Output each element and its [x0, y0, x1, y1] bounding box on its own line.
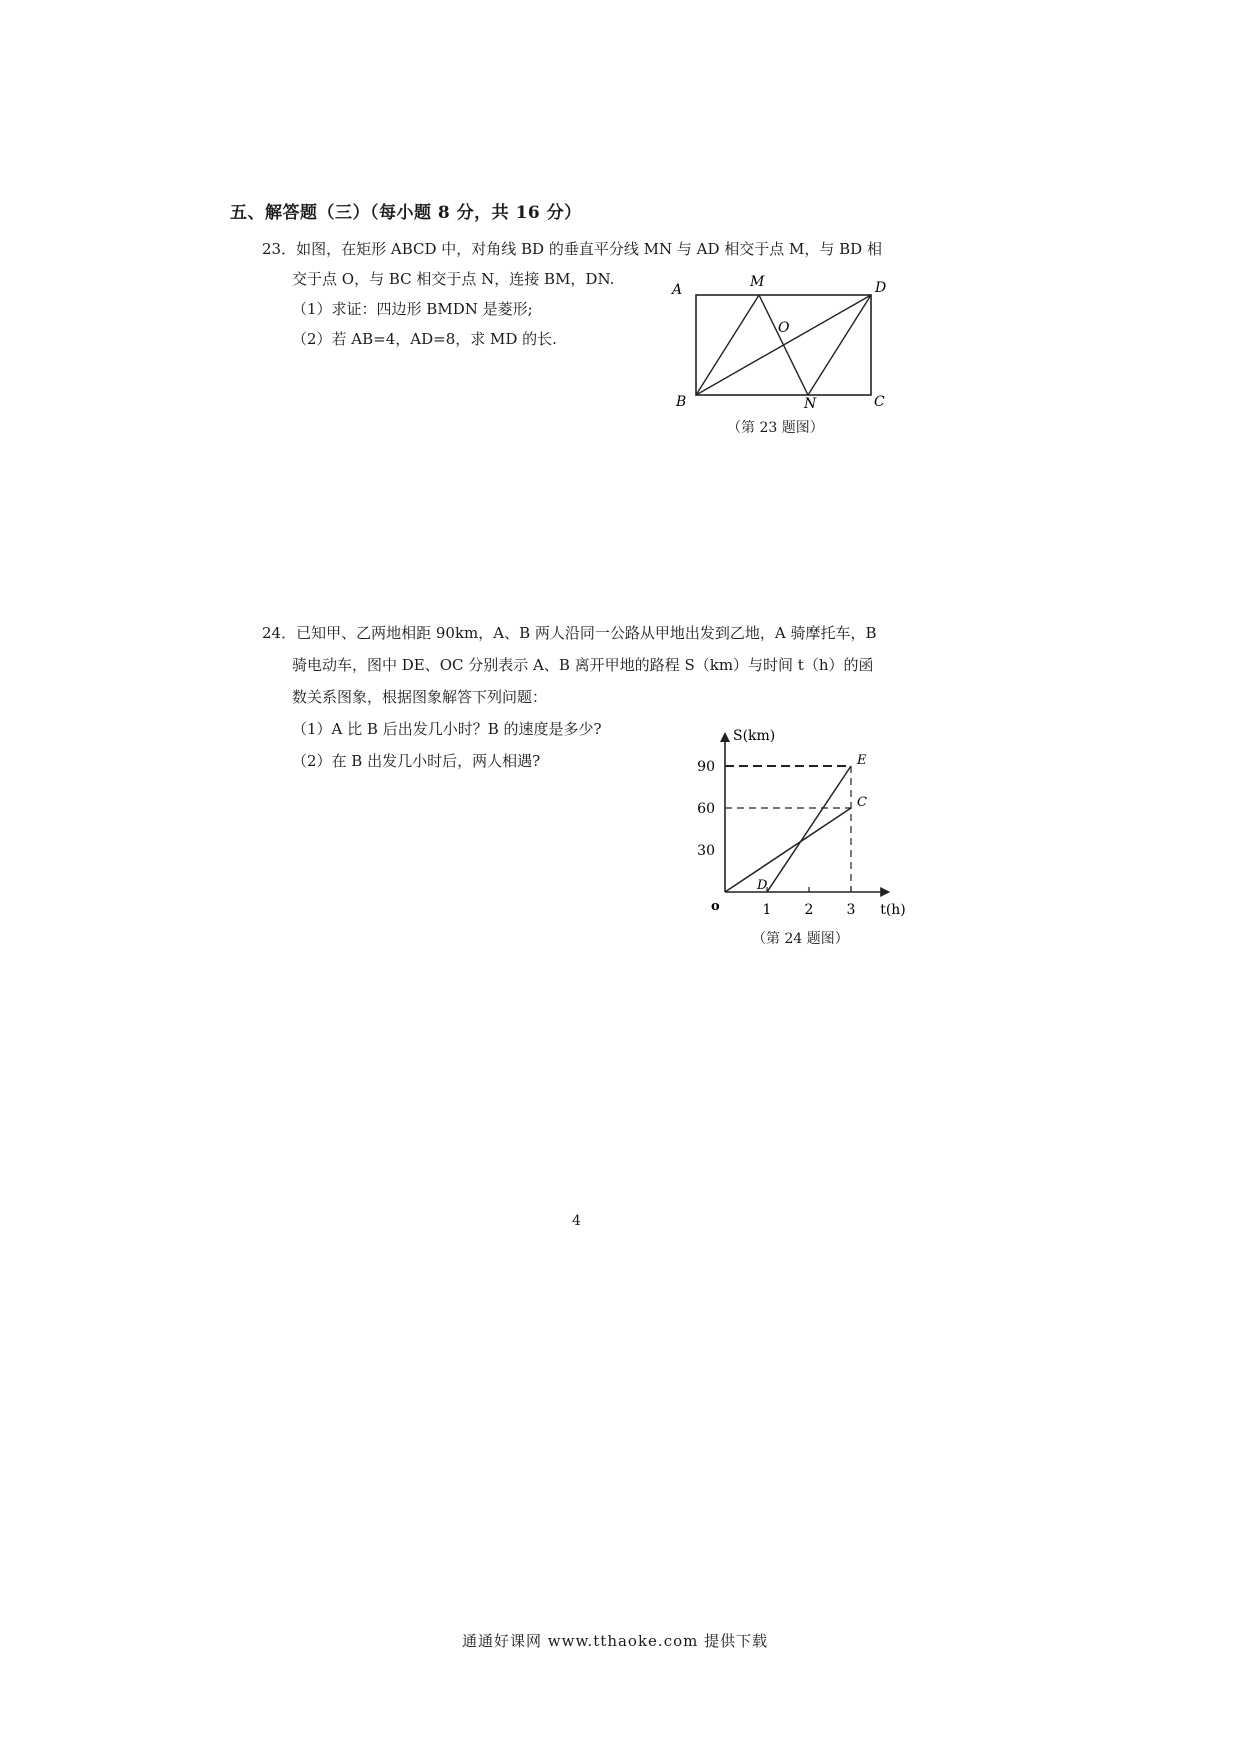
section-title: 五、解答题（三）（每小题 8 分，共 16 分）	[230, 203, 582, 223]
q24-line-3: 数关系图象，根据图象解答下列问题：	[292, 688, 548, 706]
series-line-1	[767, 766, 851, 892]
segment-bm	[696, 295, 759, 395]
q24-line-1: 24．已知甲、乙两地相距 90km，A、B 两人沿同一公路从甲地出发到乙地，A 骑摩托车，B	[262, 624, 877, 642]
origin-label: o	[711, 899, 720, 914]
point-label-d: D	[875, 280, 887, 296]
segment-dn	[808, 295, 871, 395]
q24-line-2: 骑电动车，图中 DE、OC 分别表示 A、B 离开甲地的路程 S（km）与时间 t（h）的函	[292, 656, 874, 674]
q23-line-1: 23．如图，在矩形 ABCD 中，对角线 BD 的垂直平分线 MN 与 AD 相交于点 M，与 BD 相	[262, 240, 882, 258]
q23-line-2: 交于点 O，与 BC 相交于点 N，连接 BM，DN.	[292, 270, 615, 288]
y-tick-label: 90	[697, 759, 715, 775]
q24-figure-caption: （第 24 题图）	[752, 931, 849, 947]
point-label-o: O	[778, 320, 790, 336]
q24-distance-time-chart	[680, 705, 930, 925]
footer-source: 通通好课网 www.tthaoke.com 提供下载	[462, 1632, 769, 1650]
point-label-m: M	[750, 274, 765, 290]
q23-rectangle-figure	[670, 270, 900, 410]
point-label-n: N	[804, 396, 817, 410]
q23-subquestion-2: （2）若 AB=4，AD=8，求 MD 的长.	[292, 330, 557, 348]
x-axis-label: t(h)	[880, 902, 906, 918]
q24-subquestion-2: （2）在 B 出发几小时后，两人相遇?	[292, 752, 541, 770]
page-number: 4	[572, 1213, 581, 1229]
point-label-c: C	[857, 795, 867, 810]
series-line-2	[725, 808, 851, 892]
point-label-e: E	[857, 753, 867, 768]
y-tick-label: 60	[697, 801, 715, 817]
x-tick-label: 3	[846, 902, 856, 918]
x-tick-label: 1	[762, 902, 772, 918]
point-label-b: B	[676, 394, 687, 410]
point-label-c: C	[874, 394, 885, 410]
q23-subquestion-1: （1）求证：四边形 BMDN 是菱形;	[292, 300, 533, 318]
segment-mn	[759, 295, 808, 395]
y-axis-label: S(km)	[733, 728, 776, 744]
q23-figure-caption: （第 23 题图）	[727, 420, 824, 436]
y-tick-label: 30	[697, 843, 715, 859]
point-label-d: D	[757, 878, 768, 893]
point-label-a: A	[672, 282, 683, 298]
q24-subquestion-1: （1）A 比 B 后出发几小时？B 的速度是多少?	[292, 720, 602, 738]
x-tick-label: 2	[804, 902, 814, 918]
